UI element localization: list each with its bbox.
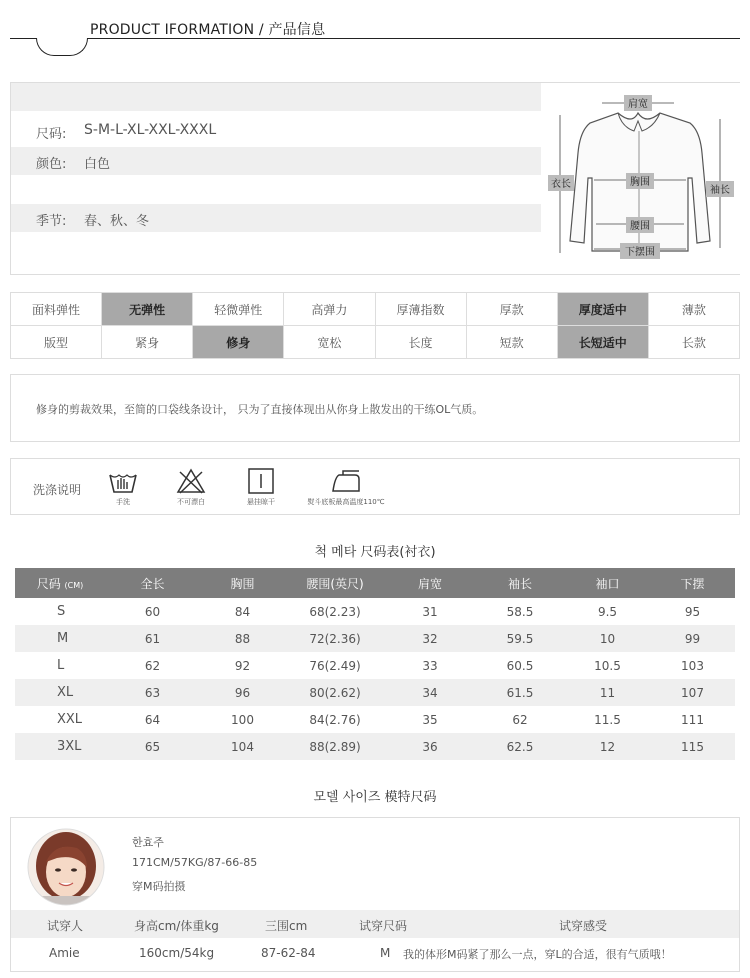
- fitting-header-cell: 试穿人: [47, 919, 84, 933]
- avatar: [27, 828, 105, 906]
- size-cell: 34: [385, 679, 475, 706]
- size-header-label: 尺码: [36, 576, 61, 591]
- model-panel: [10, 817, 740, 972]
- fitting-cell: 160cm/54kg: [139, 946, 215, 960]
- attr-cell-selected: 厚度适中: [557, 293, 648, 326]
- size-cell: 92: [234, 658, 251, 673]
- size-cell: 72(2.36): [285, 625, 385, 652]
- table-row: [15, 652, 735, 679]
- fitting-header-cell: 身高cm/体重kg: [134, 919, 219, 933]
- size-cell: 95: [684, 604, 701, 619]
- shirt-diagram: [542, 83, 740, 274]
- attr-cell: 高弹力: [284, 293, 375, 326]
- size-label: 尺码:: [36, 127, 67, 142]
- care-item-iron: [301, 467, 391, 507]
- size-cell: 63: [105, 679, 200, 706]
- attr-cell: 轻微弹性: [193, 293, 284, 326]
- table-row: [15, 706, 735, 733]
- size-unit: (CM): [64, 580, 84, 590]
- attr-cell: 版型: [11, 326, 102, 359]
- product-info-panel: [10, 82, 740, 275]
- fitting-row: [11, 940, 739, 968]
- size-cell: 64: [144, 712, 161, 727]
- size-header-cell: [15, 568, 105, 598]
- attr-cell: 宽松: [284, 326, 375, 359]
- waist-label: 腰围: [630, 221, 650, 232]
- size-header-cell: 肩宽: [385, 568, 475, 598]
- table-row: [15, 679, 735, 706]
- hand-wash-icon: [107, 467, 139, 495]
- size-cell: 10.5: [594, 658, 621, 673]
- size-cell: 104: [200, 733, 285, 760]
- care-item-hand-wash: [103, 467, 143, 507]
- attr-cell: 厚款: [466, 293, 557, 326]
- size-cell: 76(2.49): [309, 658, 361, 673]
- description-text: 修身的剪裁效果，至简的口袋线条设计， 只为了直接体现出从你身上散发出的干练OL气质。: [36, 403, 484, 416]
- sleeve-label: 袖长: [710, 185, 730, 196]
- size-cell: 10: [565, 625, 650, 652]
- size-header-cell: 全长: [105, 568, 200, 598]
- care-item-no-bleach: [171, 467, 211, 507]
- model-name: 한효주: [132, 836, 164, 849]
- size-cell: XXL: [57, 712, 83, 727]
- size-cell: 11.5: [594, 712, 621, 727]
- table-row: [15, 625, 735, 652]
- fitting-header-cell: 试穿尺码: [359, 919, 408, 933]
- no-bleach-icon: [175, 467, 207, 495]
- color-label: 颜色:: [36, 157, 67, 172]
- size-cell: 12: [565, 733, 650, 760]
- model-fit-size: 穿M码拍摄: [132, 880, 186, 893]
- attr-cell: 长款: [648, 326, 739, 359]
- size-cell: 33: [422, 658, 438, 673]
- size-cell: 99: [650, 625, 735, 652]
- season-value: 春、秋、冬: [84, 214, 150, 229]
- size-cell: XL: [15, 679, 105, 706]
- iron-icon: [329, 467, 363, 495]
- fitting-header-row: [11, 910, 739, 938]
- info-row-blank-top: [11, 83, 541, 111]
- care-title: 洗涤说明: [33, 483, 82, 497]
- attr-cell: 厚薄指数: [375, 293, 466, 326]
- care-item-hang-dry: [241, 467, 281, 507]
- size-cell: 62: [512, 712, 528, 727]
- size-cell: 32: [385, 625, 475, 652]
- size-cell: 84(2.76): [309, 712, 361, 727]
- size-header-cell: 下摆: [650, 568, 735, 598]
- fitting-cell: 87-62-84: [261, 946, 316, 960]
- size-cell: 62.5: [475, 733, 565, 760]
- header-decoration: [36, 38, 88, 56]
- attr-cell: 短款: [466, 326, 557, 359]
- size-cell: 107: [650, 679, 735, 706]
- size-cell: 65: [105, 733, 200, 760]
- info-row-size: [11, 117, 541, 145]
- hem-label: 下摆围: [625, 247, 655, 258]
- model-section-title: 모델 사이즈 模特尺码: [313, 790, 437, 805]
- size-cell: M: [15, 625, 105, 652]
- care-caption: 手洗: [116, 498, 130, 506]
- size-cell: 84: [234, 604, 251, 619]
- size-cell: 31: [422, 604, 438, 619]
- care-caption: 不可漂白: [177, 498, 205, 506]
- size-cell: 3XL: [15, 733, 105, 760]
- size-cell: 96: [200, 679, 285, 706]
- attr-cell: 长度: [375, 326, 466, 359]
- size-cell: 80(2.62): [285, 679, 385, 706]
- size-cell: 60: [144, 604, 161, 619]
- color-value: 白色: [84, 157, 111, 172]
- table-row: [15, 733, 735, 760]
- attr-cell: 薄款: [648, 293, 739, 326]
- size-cell: 59.5: [475, 625, 565, 652]
- size-cell: 61.5: [475, 679, 565, 706]
- size-cell: 103: [681, 658, 704, 673]
- care-panel: [10, 458, 740, 515]
- shirt-outline-icon: [542, 83, 740, 274]
- size-chart-table: [15, 568, 735, 760]
- care-caption: 熨斗底板最高温度110℃: [307, 498, 385, 506]
- size-cell: S: [57, 604, 66, 619]
- size-cell: 35: [422, 712, 438, 727]
- attr-cell: 紧身: [102, 326, 193, 359]
- attr-cell-selected: 长短适中: [557, 326, 648, 359]
- size-header-cell: 胸围: [200, 568, 285, 598]
- hang-dry-icon: [245, 467, 277, 495]
- chest-label: 胸围: [630, 177, 650, 188]
- shoulder-label: 肩宽: [628, 99, 648, 110]
- size-cell: 68(2.23): [309, 604, 361, 619]
- size-value: S-M-L-XL-XXL-XXXL: [84, 122, 217, 138]
- fitting-header-cell: 试穿感受: [559, 919, 608, 933]
- info-row-blank: [11, 176, 541, 204]
- size-header-row: [15, 568, 735, 598]
- season-label: 季节:: [36, 214, 67, 229]
- fitting-cell: 我的体形M码紧了那么一点，穿L的合适，很有气质哦！: [403, 948, 672, 961]
- size-cell: 100: [231, 712, 254, 727]
- size-cell: 58.5: [506, 604, 534, 619]
- size-cell: 111: [681, 712, 704, 727]
- info-row-season: [11, 204, 541, 232]
- size-cell: 9.5: [597, 604, 618, 619]
- size-cell: L: [57, 658, 65, 673]
- size-header-cell: 袖长: [475, 568, 565, 598]
- attributes-table: [10, 292, 740, 359]
- size-cell: 88(2.89): [285, 733, 385, 760]
- attr-cell-selected: 修身: [193, 326, 284, 359]
- fitting-cell: Amie: [49, 946, 80, 960]
- length-label: 衣长: [551, 179, 571, 190]
- size-cell: 62: [144, 658, 161, 673]
- attr-row-elasticity: [11, 293, 740, 326]
- attr-cell-selected: 无弹性: [102, 293, 193, 326]
- size-chart-title: 척 메타 尺码表(衬衣): [314, 545, 436, 560]
- size-cell: 36: [385, 733, 475, 760]
- info-row-color: [11, 147, 541, 175]
- care-caption: 悬挂晾干: [247, 498, 275, 506]
- attr-cell: 面料弹性: [11, 293, 102, 326]
- fitting-cell: M: [380, 946, 391, 960]
- size-header-cell: 袖口: [565, 568, 650, 598]
- section-title: PRODUCT IFORMATION / 产品信息: [90, 22, 326, 38]
- size-cell: 11: [565, 679, 650, 706]
- table-row: [15, 598, 735, 625]
- size-cell: 61: [105, 625, 200, 652]
- header-divider: [10, 38, 740, 39]
- size-header-cell: 腰围(英尺): [285, 568, 385, 598]
- size-cell: 60.5: [506, 658, 534, 673]
- attr-row-fit: [11, 326, 740, 359]
- fitting-header-cell: 三围cm: [265, 919, 308, 933]
- description-panel: [10, 374, 740, 442]
- model-stats: 171CM/57KG/87-66-85: [132, 856, 258, 869]
- size-cell: 115: [650, 733, 735, 760]
- size-cell: 88: [200, 625, 285, 652]
